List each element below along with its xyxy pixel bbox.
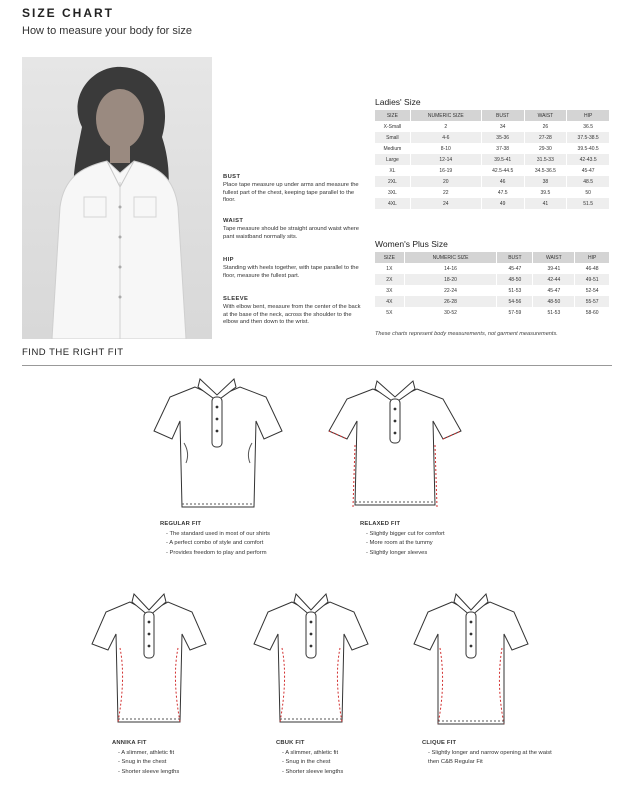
column-header: BUST (497, 252, 533, 263)
annika-fit-shirt-icon (88, 588, 210, 728)
fit-item: - A perfect combo of style and comfort (166, 540, 264, 546)
table-cell: 47.5 (481, 187, 524, 198)
measure-text: Place tape measure up under arms and measure the fullest part of the chest, keeping tape parallel to the floor. (223, 182, 359, 204)
table-cell: 35-36 (481, 132, 524, 143)
fit-item: - Snug in the chest (282, 759, 331, 765)
ladies-size-table (375, 110, 610, 209)
table-row (375, 154, 610, 165)
table-row (375, 165, 610, 176)
table-cell: Small (375, 132, 410, 143)
table-cell: 52-54 (575, 285, 610, 296)
fit-clique (422, 739, 562, 768)
table-cell: 27-28 (524, 132, 567, 143)
table-cell: 54-56 (497, 296, 533, 307)
fit-name: REGULAR FIT (160, 521, 202, 527)
fit-item: - More room at the tummy (366, 540, 433, 546)
column-header: WAIST (533, 252, 575, 263)
column-header: HIP (567, 110, 610, 121)
measure-heading: BUST (223, 174, 241, 180)
table-cell: 4X (375, 296, 404, 307)
table-cell: 45-47 (567, 165, 610, 176)
measure-hip (223, 257, 363, 280)
page-title: SIZE CHART (22, 6, 114, 20)
table-cell: 2XL (375, 176, 410, 187)
table-cell: 12-14 (410, 154, 481, 165)
table-row (375, 143, 610, 154)
fit-annika (112, 739, 179, 777)
table-cell: 51.5 (567, 198, 610, 209)
table-cell: 38 (524, 176, 567, 187)
table-row (375, 285, 610, 296)
table-cell: 45-47 (533, 285, 575, 296)
table-row (375, 187, 610, 198)
fit-item: - A slimmer, athletic fit (282, 749, 339, 756)
page-subtitle: How to measure your body for size (22, 25, 192, 37)
table-row (375, 121, 610, 132)
table-cell: 48-50 (533, 296, 575, 307)
table-cell: 29-30 (524, 143, 567, 154)
table-cell: 42.5-44.5 (481, 165, 524, 176)
table-cell: 51-53 (497, 285, 533, 296)
table-cell: 26-28 (404, 296, 497, 307)
fit-regular (160, 520, 270, 558)
table-cell: Large (375, 154, 410, 165)
table-cell: XL (375, 165, 410, 176)
table-cell: 48-50 (497, 274, 533, 285)
section-divider (22, 365, 612, 366)
table-cell: 16-19 (410, 165, 481, 176)
table-cell: 37-38 (481, 143, 524, 154)
table-cell: 58-60 (575, 307, 610, 318)
fit-item: - A slimmer, athletic fit (118, 749, 175, 756)
table-row (375, 274, 610, 285)
ladies-table-title: Ladies' Size (375, 97, 421, 107)
table-cell: 49 (481, 198, 524, 209)
table-cell: 3X (375, 285, 404, 296)
table-cell: 2X (375, 274, 404, 285)
fit-item: - Snug in the chest (118, 759, 167, 765)
column-header: WAIST (524, 110, 567, 121)
relaxed-fit-shirt-icon (325, 375, 465, 513)
measure-heading: SLEEVE (223, 296, 249, 302)
table-cell: 5X (375, 307, 404, 318)
table-cell: 3XL (375, 187, 410, 198)
measure-waist (223, 218, 363, 241)
table-cell: 57-59 (497, 307, 533, 318)
table-row (375, 132, 610, 143)
fit-cbuk (276, 739, 343, 777)
table-cell: 46 (481, 176, 524, 187)
table-cell: 37.5-38.5 (567, 132, 610, 143)
fit-section-title: FIND THE RIGHT FIT (22, 347, 124, 358)
table-cell: 8-10 (410, 143, 481, 154)
table-cell: 41 (524, 198, 567, 209)
fit-relaxed (360, 520, 445, 558)
table-cell: 22 (410, 187, 481, 198)
table-row (375, 307, 610, 318)
model-photo (22, 57, 212, 339)
table-cell: 30-52 (404, 307, 497, 318)
table-cell: 22-24 (404, 285, 497, 296)
table-cell: 45-47 (497, 263, 533, 274)
table-cell: 1X (375, 263, 404, 274)
table-cell: 2 (410, 121, 481, 132)
table-cell: 55-57 (575, 296, 610, 307)
plus-table-title: Women's Plus Size (375, 239, 448, 249)
measure-heading: WAIST (223, 218, 244, 224)
fit-name: ANNIKA FIT (112, 740, 147, 746)
table-cell: 42-44 (533, 274, 575, 285)
column-header: BUST (481, 110, 524, 121)
table-cell: Medium (375, 143, 410, 154)
table-cell: 18-20 (404, 274, 497, 285)
table-cell: 49-51 (575, 274, 610, 285)
fit-item: - Provides freedom to play and perform (166, 549, 267, 556)
table-cell: 24 (410, 198, 481, 209)
measure-heading: HIP (223, 257, 234, 263)
table-cell: 48.5 (567, 176, 610, 187)
chart-note: These charts represent body measurements, not garment measurements. (375, 331, 558, 337)
cbuk-fit-shirt-icon (250, 588, 372, 728)
measure-text: Tape measure should be straight around waist where pant waistband normally sits. (223, 226, 359, 240)
table-row (375, 198, 610, 209)
table-cell: 51-53 (533, 307, 575, 318)
fit-item: - The standard used in most of our shirts (166, 530, 270, 537)
table-header-row (375, 110, 610, 121)
table-cell: 4-6 (410, 132, 481, 143)
plus-size-table (375, 252, 610, 318)
measure-bust (223, 174, 363, 205)
column-header: SIZE (375, 252, 404, 263)
table-cell: 42-43.5 (567, 154, 610, 165)
table-cell: 50 (567, 187, 610, 198)
fit-item: - Slightly longer and narrow opening at the waist then C&B Regular Fit (428, 749, 552, 765)
table-header-row (375, 252, 610, 263)
fit-name: CBUK FIT (276, 740, 305, 746)
table-cell: 34 (481, 121, 524, 132)
fit-item: - Slightly bigger cut for comfort (366, 530, 445, 537)
fit-item: - Slightly longer sleeves (366, 549, 428, 556)
table-cell: 36.5 (567, 121, 610, 132)
table-cell: 39-41 (533, 263, 575, 274)
column-header: HIP (575, 252, 610, 263)
column-header: NUMERIC SIZE (404, 252, 497, 263)
regular-fit-shirt-icon (150, 373, 285, 513)
clique-fit-shirt-icon (410, 588, 532, 728)
table-cell: 4XL (375, 198, 410, 209)
table-cell: 34.5-36.5 (524, 165, 567, 176)
table-cell: 46-48 (575, 263, 610, 274)
table-cell: 20 (410, 176, 481, 187)
measure-text: With elbow bent, measure from the center of the back at the base of the neck, across the shoulder to the elbow and then down to the wrist. (223, 304, 361, 326)
measure-text: Standing with heels together, with tape parallel to the floor, measure the fullest part. (223, 265, 359, 279)
table-cell: 39.5-41 (481, 154, 524, 165)
column-header: SIZE (375, 110, 410, 121)
fit-name: RELAXED FIT (360, 521, 401, 527)
table-row (375, 263, 610, 274)
table-cell: 31.5-33 (524, 154, 567, 165)
measure-sleeve (223, 296, 363, 327)
table-cell: 39.5 (524, 187, 567, 198)
table-cell: 26 (524, 121, 567, 132)
table-cell: X-Small (375, 121, 410, 132)
column-header: NUMERIC SIZE (410, 110, 481, 121)
fit-item: - Shorter sleeve lengths (118, 768, 180, 775)
table-row (375, 176, 610, 187)
table-cell: 14-16 (404, 263, 497, 274)
fit-item: - Shorter sleeve lengths (282, 768, 344, 775)
table-cell: 39.5-40.5 (567, 143, 610, 154)
fit-name: CLIQUE FIT (422, 740, 457, 746)
table-row (375, 296, 610, 307)
